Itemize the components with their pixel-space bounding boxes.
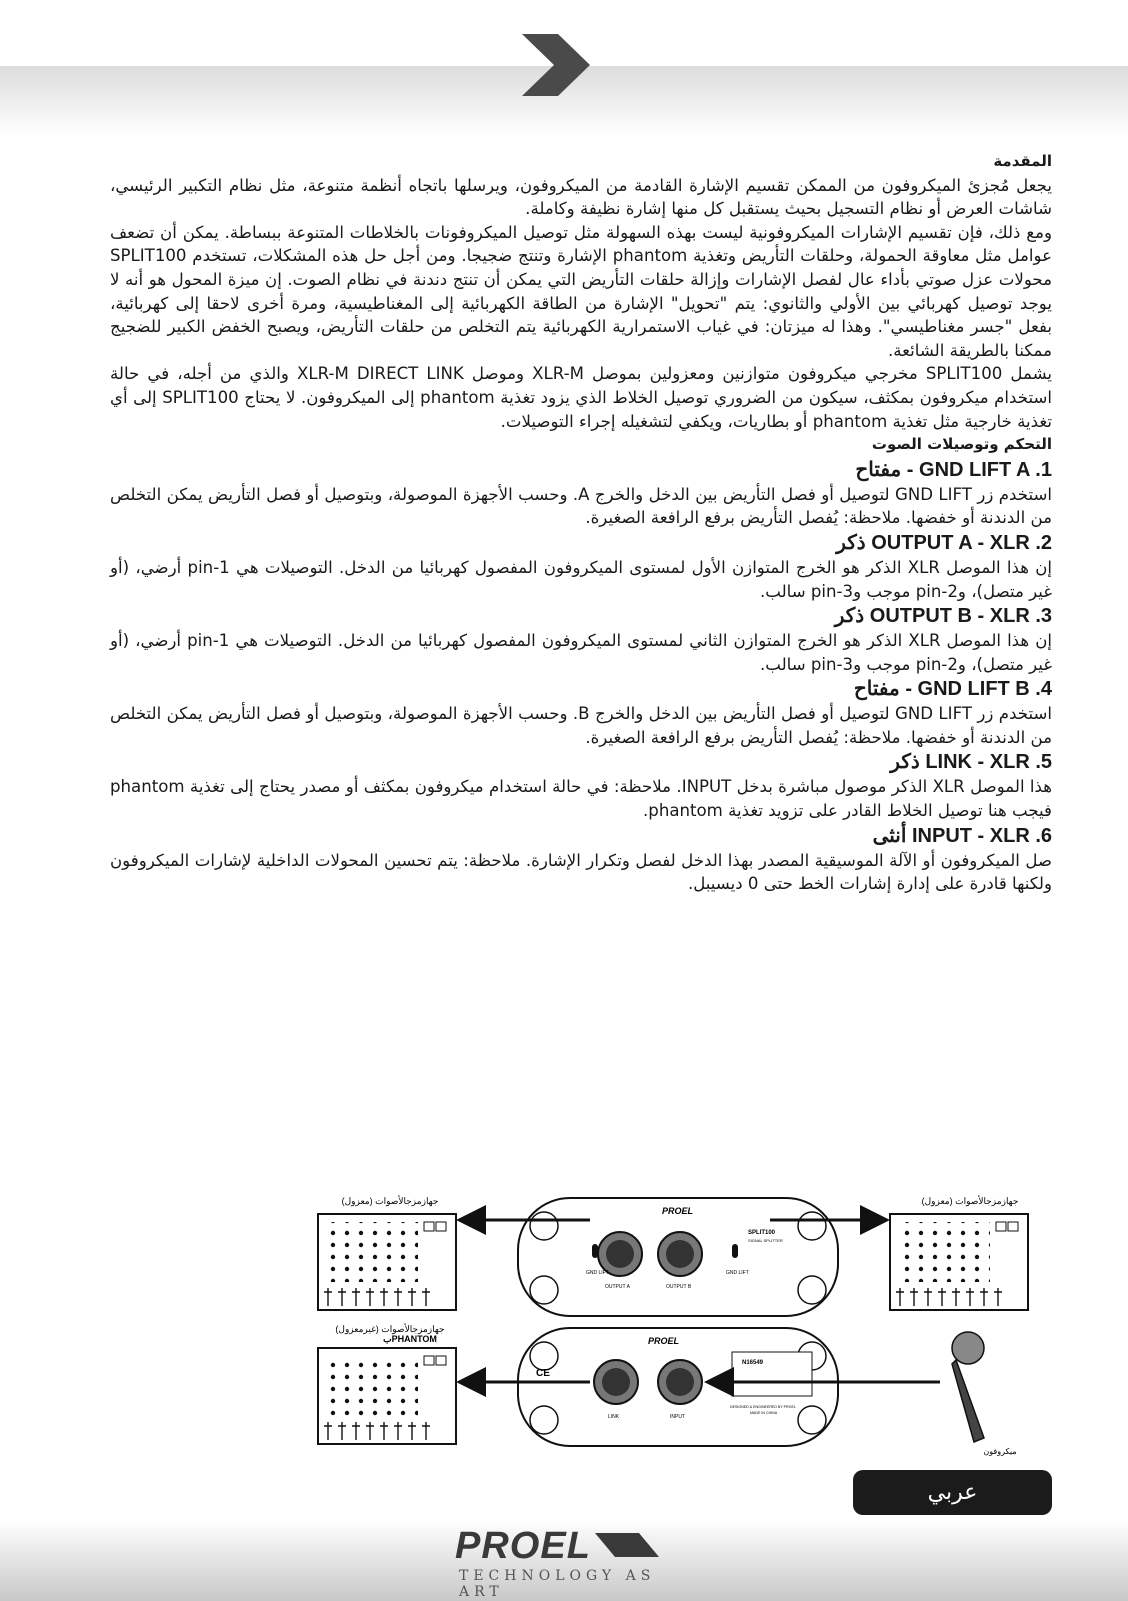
item-4-title: GND LIFT B .4 - مفتاح: [853, 678, 1052, 701]
manual-text: [110, 150, 1052, 896]
footer-logo: [455, 1525, 685, 1600]
brand-label-rear: PROEL: [648, 1336, 680, 1346]
chevron-arrow-icon: [522, 34, 590, 96]
brand-label-front: PROEL: [662, 1206, 694, 1216]
model-sub-label: SIGNAL SPLITTER: [748, 1238, 783, 1243]
logo-tagline: TECHNOLOGY AS ART: [459, 1568, 656, 1600]
made-in: MADE IN CHINA: [750, 1411, 778, 1415]
item-5-text: هذا الموصل XLR الذكر موصول مباشرة بدخل INPUT. ملاحظة: في حالة استخدام ميكروفون بمكثف أو مصدر يحتاج إلى تغذية phantom فيجب هنا توصيل الخلاط القادر على تزويد تغذية phantom.: [110, 777, 1052, 821]
item-3-text: إن هذا الموصل XLR الذكر هو الخرج المتوازن الثاني لمستوى الميكروفون المفصول كهربائيا من الدخل. التوصيلات هي pin-1 أرضي، (أو غير متصل)، وpin-2 موجب وpin-3 سالب.: [110, 631, 1052, 674]
cert-number: N16549: [742, 1360, 764, 1366]
link-label: LINK: [608, 1414, 620, 1420]
gnd-lift-a-label: GND LIFT: [586, 1270, 609, 1276]
ce-mark: CE: [536, 1368, 550, 1379]
logo-swoosh-icon: [595, 1531, 661, 1561]
controls-heading: التحكم وتوصيلات الصوت: [871, 435, 1052, 454]
item-6-title: INPUT - XLR .6 أنثى: [872, 824, 1052, 847]
intro-paragraph-1: يجعل مُجزئ الميكروفون من الممكن تقسيم الإشارة القادمة من الميكروفون، ويرسلها باتجاه أنظمة متنوعة، مثل نظام التكبير الرئيسي، شاشات العرض أو نظام التسجيل بحيث يستقبل كل منها إشارة نظيفة وكاملة.: [110, 175, 1052, 219]
intro-heading: المقدمة: [993, 152, 1052, 170]
language-tab: عربي: [853, 1470, 1052, 1515]
input-label: INPUT: [670, 1414, 685, 1420]
item-3-title: OUTPUT B - XLR .3 ذكر: [834, 605, 1052, 628]
designed-by: DESIGNED & ENGINEERED BY PROEL: [730, 1405, 796, 1409]
splitter-rear-panel: [518, 1328, 838, 1446]
logo-wordmark: PROEL: [455, 1525, 591, 1567]
mixer-right-top: [890, 1214, 1028, 1310]
intro-paragraph-2: ومع ذلك، فإن تقسيم الإشارات الميكروفونية ليست بهذه السهولة مثل توصيل الميكروفونات بالخلاطات المتنوعة ببساطة. يمكن أن تضعف عوامل مثل معاوقة الحمولة، وحلقات التأريض وتغذية phantom الإشارة وتنتج ضجيجا. ومن أجل حل هذه المشكلات، تستخدم SPLIT100 محولات عزل صوتي بأداء عال لفصل الإشارات وإزالة حلقات التأريض التي يمكن أن تنتج دندنة في نظام الصوت. إن ميزة المحول هو أنه لا يوجد توصيل كهربائي بين الأولي والثانوي: يتم "تحويل" الإشارة من الطاقة الكهربائية إلى المغناطيسية، ومرة أخرى لاحقا إلى كهربائية، بفعل "جسر مغناطيسي". وهذا له ميزتان: في غياب الاستمرارية الكهربائية يتم التخلص من حلقات التأريض، ويصبح الخفض الكبير للضجيج ممكنا بالطريقة الشائعة.: [110, 222, 1052, 360]
splitter-front-panel: [518, 1198, 838, 1316]
mixer-left-top: [318, 1214, 456, 1310]
item-1-text: استخدم زر GND LIFT لتوصيل أو فصل التأريض بين الدخل والخرج A. وحسب الأجهزة الموصولة، وبتوصيل أو فصل التأريض يمكن التخلص من الدندنة أو خفضها. ملاحظة: يُفصل التأريض برفع الرافعة الصغيرة.: [110, 484, 1052, 528]
connection-diagram: [300, 1192, 1060, 1474]
item-6-text: صل الميكروفون أو الآلة الموسيقية المصدر بهذا الدخل لفصل وتكرار الإشارة. ملاحظة: يتم تحسين المحولات الداخلية لإشارات الميكروفون ولكنها قادرة على إدارة إشارات الخط حتى 0 ديسيبل.: [110, 850, 1052, 894]
item-1-title: GND LIFT A .1 - مفتاح: [855, 458, 1052, 481]
mixer-left-bottom-sub: بPHANTOM: [383, 1334, 437, 1344]
mixer-left-top-label: جهازمزجالأصوات (معزول): [341, 1196, 439, 1206]
gnd-lift-b-label: GND LIFT: [726, 1270, 749, 1276]
model-label: SPLIT100: [748, 1230, 776, 1236]
output-b-label: OUTPUT B: [666, 1284, 692, 1290]
item-4-text: استخدم زر GND LIFT لتوصيل أو فصل التأريض بين الدخل والخرج B. وحسب الأجهزة الموصولة، وبتوصيل أو فصل التأريض يمكن التخلص من الدندنة أو خفضها. ملاحظة: يُفصل التأريض برفع الرافعة الصغيرة.: [110, 704, 1053, 747]
mixer-left-bottom: [318, 1348, 456, 1444]
mixer-left-bottom-label: جهازمزجالأصوات (غيرمعزول): [335, 1324, 445, 1334]
microphone-icon: [952, 1332, 984, 1442]
item-2-text: إن هذا الموصل XLR الذكر هو الخرج المتوازن الأول لمستوى الميكروفون المفصول كهربائيا من الدخل. التوصيلات هي pin-1 أرضي، (أو غير متصل)، وpin-2 موجب وpin-3 سالب.: [110, 557, 1052, 601]
intro-paragraph-3: يشمل SPLIT100 مخرجي ميكروفون متوازنين ومعزولين بموصل XLR-M وموصل XLR-M DIRECT LINK والذي من أجله، في حالة استخدام ميكروفون بمكثف، سيكون من الضروري توصيل الخلاط الذي يزود تغذية phantom إلى الميكروفون. لا يحتاج SPLIT100 إلى أي تغذية خارجية مثل تغذية phantom أو بطاريات، ويكفي لتشغيله إجراء التوصيلات.: [110, 364, 1053, 431]
item-2-title: OUTPUT A - XLR .2 ذكر: [836, 531, 1052, 554]
microphone-label: ميكروفون: [983, 1447, 1017, 1456]
mixer-right-top-label: جهازمزجالأصوات (معزول): [921, 1196, 1019, 1206]
output-a-label: OUTPUT A: [605, 1284, 630, 1290]
item-5-title: LINK - XLR .5 ذكر: [890, 751, 1052, 774]
